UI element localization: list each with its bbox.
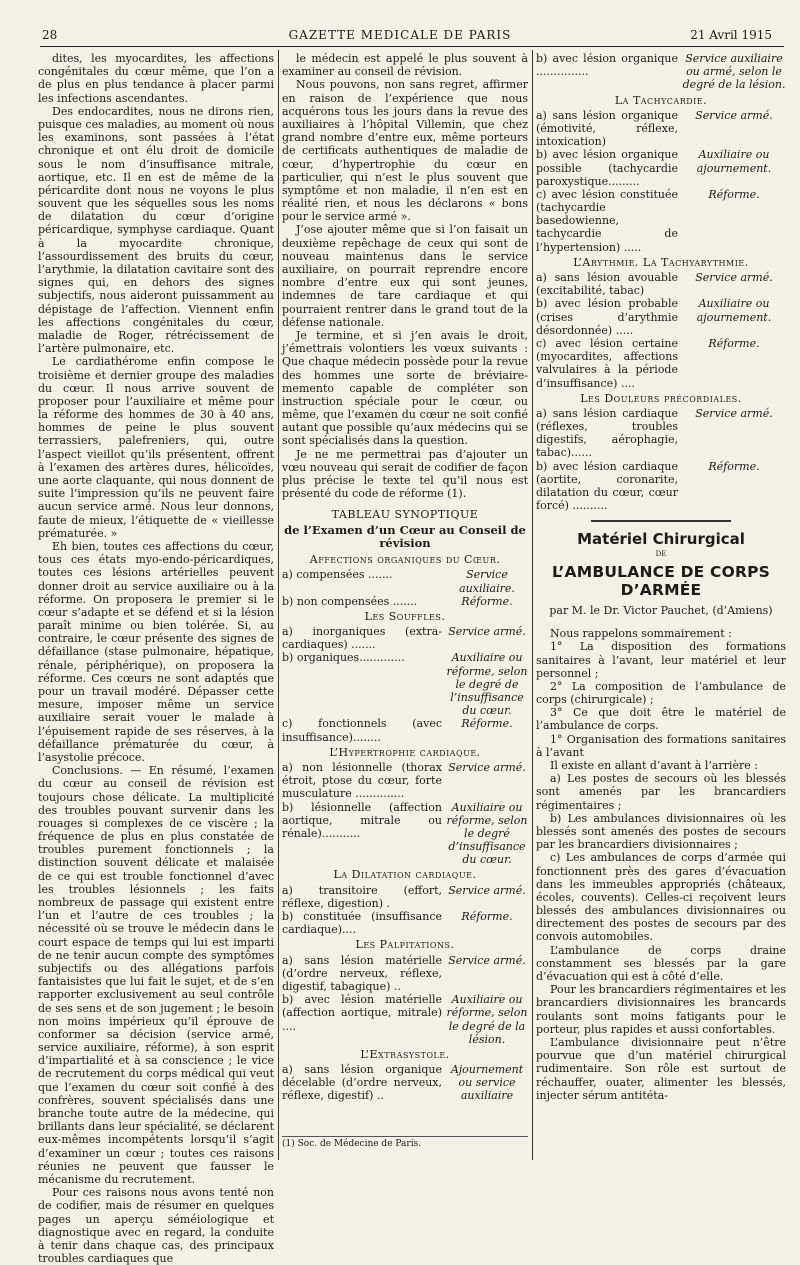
table-continuation (536, 52, 786, 92)
section-heading: Les Souffles. (364, 609, 446, 623)
table-row (282, 801, 528, 867)
paragraph: Je ne me permettrai pas d’ajouter un vœu nouveau qui serait de codifier de façon plus précise le texte tel qu’il nous est présenté du code de réforme (1). (282, 447, 528, 501)
paragraph: dites, les myocardites, les affections congénitales du cœur même, que l’on a de plus en plus tendance à placer parmi les infections ascendantes. (38, 52, 274, 105)
synoptic-table-continued (536, 94, 786, 513)
row-decision: Service armé. (448, 883, 526, 897)
row-decision: Auxiliaire ou réforme, selon le degré de la lésion. (446, 993, 528, 1046)
row-condition: a) transitoire (effort, réflexe, digestion) . (282, 883, 442, 910)
row-decision: Service armé. (448, 953, 526, 967)
row-condition: b) avec lésion probable (crises d’arythmie désordonnée) ..... (536, 297, 678, 337)
section-heading: L’Extrasystole. (360, 1047, 450, 1061)
section-heading: L’Hypertrophie cardiaque. (329, 745, 481, 759)
paragraph: 1° Organisation des formations sanitaires à l’avant (536, 732, 786, 759)
row-condition: b) constituée (insuffisance cardiaque).... (282, 910, 442, 937)
column-2-text (282, 52, 528, 500)
article-title-de: DE (655, 550, 667, 559)
table-subtitle: de l’Examen d’un Cœur au Conseil de révision (284, 522, 526, 551)
paragraph: L’ambulance de corps draine constamment ses blessés par la gare d’évacuation qui est à côté d’elle. (536, 943, 786, 984)
row-decision: Réforme. (708, 336, 760, 350)
paragraph: L’ambulance divisionnaire peut n’être pourvue que d’un matériel chirurgical rudimentaire. Son rôle est surtout de réchauffer, ouater, alimenter les blessés, injecter sérum antitéta- (536, 1035, 786, 1102)
row-condition: a) non lésionnelle (thorax étroit, ptose du cœur, forte musculature .............. (282, 760, 442, 801)
paragraph: Je termine, et si j’en avais le droit, j’émettrais volontiers les vœux suivants : Que chaque médecin possède pour la revue des hommes une sorte de bréviaire-memento capable de compléter son instruction spéciale pour le cœur, ou même, que l’examen du cœur ne soit confié autant que possible qu’aux médecins qui se sont spécialisés dans la question. (282, 328, 528, 448)
row-decision: Service armé. (695, 406, 773, 420)
synoptic-table (282, 553, 528, 1103)
table-row (282, 954, 528, 994)
row-condition: b) avec lésion cardiaque (aortite, coronarite, dilatation du cœur, cœur forcé) .......... (536, 459, 678, 513)
row-condition: b) non compensées ....... (282, 594, 418, 608)
paragraph: le médecin est appelé le plus souvent à examiner au conseil de révision. (282, 52, 528, 79)
row-condition: b) lésionnelle (affection aortique, mitrale ou rénale)........... (282, 800, 442, 840)
row-condition: c) fonctionnels (avec insuffisance)........ (282, 717, 442, 744)
table-row (282, 884, 528, 910)
section-heading: Les Douleurs précordiales. (580, 391, 742, 405)
row-decision: Réforme. (461, 594, 513, 608)
row-condition: c) avec lésion constituée (tachycardie basedowienne, tachycardie de l’hypertension) ..... (536, 187, 678, 254)
header-rule (40, 46, 784, 47)
table-row (282, 717, 528, 743)
table-row (282, 625, 528, 651)
row-decision: Service armé. (695, 271, 773, 284)
section-heading: Les Palpitations. (355, 938, 455, 952)
row-condition: a) inorganiques (extra-cardiaques) ....... (282, 625, 442, 652)
row-decision: Service auxiliaire. (459, 568, 515, 595)
page-header (0, 0, 800, 42)
table-row (536, 337, 786, 390)
row-condition: a) sans lésion organique (émotivité, réflexe, intoxication) (536, 108, 678, 149)
issue-date: 21 Avril 1915 (690, 28, 772, 42)
table-title: TABLEAU SYNOPTIQUE (331, 508, 479, 522)
table-row (282, 993, 528, 1046)
table-row (536, 271, 786, 297)
paragraph: a) Les postes de secours où les blessés sont amenés par les brancardiers régimentaires ; (536, 772, 786, 812)
paragraph: Nous rappelons sommairement : (550, 627, 732, 641)
paragraph: 1° La disposition des formations sanitaires à l’avant, leur matériel et leur personnel ; (536, 640, 786, 680)
row-condition: b) avec lésion organique possible (tachycardie paroxystique......... (536, 148, 678, 188)
table-row (282, 910, 528, 936)
row-decision: Auxiliaire ou ajournement. (696, 297, 772, 324)
row-decision: Auxiliaire ou ajournement. (696, 148, 772, 175)
row-decision: Service armé. (695, 108, 773, 122)
row-decision: Réforme. (708, 459, 760, 473)
column-2 (282, 52, 528, 1158)
paragraph: Conclusions. — En résumé, l’examen du cœur au conseil de révision est toujours chose délicate. La multiplicité des troubles pouvant survenir dans les rouages si complexes de ce viscère ; la fréquence de plus en plus constatée de troubles purement fonctionnels ; la distinction souvent délicate et malaisée de ce qui est trouble fonctionnel d’avec les troubles lésionnels ; les faits nombreux de passage qui existent entre l’un et l’autre de ces troubles ; la nécessité où se trouve le médecin dans le court espace de temps qui lui est imparti de ne tenir aucun compte des symptômes subjectifs ou des allégations parfois fantaisistes que lui fait le sujet, et de s’en rapporter exclusivement au seul contrôle de ses sens et de son jugement ; le besoin non moins impérieux qu’il éprouve de conformer sa décision (service armé, service auxiliaire, réforme), à son esprit d’impartialité et à sa conscience ; le vice de recrutement du corps médical qui veut que l’examen du cœur soit confié à des confrères, souvent spécialisés dans une branche toute autre de la médecine, qui brillants dans leur spécialité, se déclarent eux-mêmes incompétents lorsqu’il s’agit d’examiner un cœur ; toutes ces raisons réunies ne peuvent que fausser le mécanisme du recrutement. (38, 764, 274, 1186)
table-row (282, 761, 528, 801)
article-body (536, 627, 786, 1102)
article-title: Matériel Chirurgical (577, 530, 745, 549)
paragraph: 3° Ce que doit être le matériel de l’ambulance de corps. (536, 706, 786, 733)
section-heading: La Tachycardie. (614, 93, 708, 107)
row-decision: Réforme. (708, 187, 760, 201)
row-decision: Ajournement ou service auxiliaire (450, 1063, 524, 1103)
article-headline: L’AMBULANCE DE CORPS D’ARMÉE (551, 562, 771, 600)
row-condition: c) avec lésion certaine (myocardites, affections valvulaires à la période d’insuffisance) .... (536, 336, 678, 390)
page-number: 28 (42, 28, 58, 42)
paragraph: 2° La composition de l’ambulance de corps (chirurgicale) ; (536, 679, 786, 707)
row-condition: a) sans lésion organique décelable (d’ordre nerveux, réflexe, digestif) .. (282, 1063, 442, 1103)
section-rule (591, 520, 731, 522)
section-heading: La Dilatation cardiaque. (333, 868, 477, 882)
row-decision: Réforme. (461, 910, 513, 924)
table-row (536, 109, 786, 149)
footnote: (1) Soc. de Médecine de Paris. (282, 1136, 528, 1150)
column-1 (38, 52, 274, 1265)
row-condition: b) avec lésion organique ............... (536, 52, 678, 79)
table-row (536, 407, 786, 460)
paragraph: Des endocardites, nous ne dirons rien, puisque ces maladies, au moment où nous les examinons, sont passées à l’état chronique et ont élu droit de domicile sous le nom d’insuffisance mitrale, aortique, etc. Il en est de même de la péricardite dont nous ne voyons le plus souvent que les séquelles sous les noms de dilatation du cœur d’origine péricardique, symphyse cardiaque. Quant à la myocardite chronique, l’assourdissement des bruits du cœur, l’arythmie, la dilatation cavitaire sont des signes qui, en dehors des signes subjectifs, nous aideront puissamment au dépistage de l’affection. Viennent enfin les affections congénitales du cœur, maladie de Roger, rétrécissement de l’artère pulmonaire, etc. (38, 104, 274, 356)
row-decision: Service armé. (448, 625, 526, 639)
table-row (282, 651, 528, 717)
paragraph: Le cardiathérome enfin compose le troisième et dernier groupe des maladies du cœur. Il nous arrive souvent de proposer pour l’auxiliaire et même pour la réforme des hommes de 30 à 40 ans, hommes de peine le plus souvent terrassiers, palefreniers, qui, outre l’aspect vieillot qu’ils présentent, offrent à l’examen des artères dures, hélicoïdes, une aorte claquante, qui nous donnent de suite l’impression qu’ils ne peuvent faire aucun service armé. Nous leur donnons, faute de mieux, l’étiquette de « vieillesse prématurée. » (38, 355, 274, 540)
row-condition: a) sans lésion matérielle (d’ordre nerveux, réflexe, digestif, tabagique) .. (282, 953, 442, 993)
paragraph: Pour les brancardiers régimentaires et les brancardiers divisionnaires les brancards roulants sont moins fatigants pour le porteur, plus rapides et aussi confortables. (536, 983, 786, 1036)
table-row (282, 568, 528, 594)
column-divider (278, 50, 279, 1160)
row-decision: Service armé. (448, 760, 526, 774)
paragraph: J’ose ajouter même que si l’on faisait un deuxième repêchage de ceux qui sont de nouveau maintenus dans le service auxiliaire, on pourrait reprendre encore nombre d’entre eux qui sont jeunes, indemnes de tare cardiaque et qui pourraient rentrer dans le grand tout de la défense nationale. (282, 223, 528, 329)
table-row (536, 460, 786, 513)
paragraph: Nous pouvons, non sans regret, affirmer en raison de l’expérience que nous acquérons tous les jours dans la revue des auxiliaires à l’hôpital Villemin, que chez grand nombre d’entre eux, même porteurs de certificats authentiques de maladie de cœur, d’hypertrophie du cœur en particulier, qui n’est le plus souvent que symptôme et non maladie, il n’en est en réalité rien, et nous les déclarons « bons pour le service armé ». (282, 78, 528, 224)
table-row (282, 1063, 528, 1103)
table-row (536, 297, 786, 337)
table-row (536, 52, 786, 92)
article-byline: par M. le Dr. Victor Pauchet, (d’Amiens) (549, 603, 773, 617)
row-condition: b) organiques............. (282, 651, 405, 665)
paragraph: Eh bien, toutes ces affections du cœur, tous ces états myo-endo-péricardiques, toutes ces lésions artérielles peuvent donner droit au service auxiliaire ou à la réforme. On proposera le premier si le cœur s’adapte et se défend et si la lésion paraît minime ou bien tolérée. Si, au contraire, le cœur présente des signes de défaillance (stase pulmonaire, hépatique, rénale, périphérique), on proposera la réforme. Ces cœurs ne sont adaptés que pour un travail modéré. Dépasser cette mesure, imposer même un service auxiliaire serait vouer le malade à l’épuisement rapide de ses réserves, à la défaillance prématurée du cœur, à l’asystolie précoce. (38, 539, 274, 764)
row-decision: Réforme. (461, 717, 513, 731)
table-row (536, 188, 786, 254)
paragraph: c) Les ambulances de corps d’armée qui fonctionnent près des gares d’évacuation dans les immeubles appropriés (châteaux, écoles, couvents). Celles-ci reçoivent leurs blessés des ambulances divisionnaires ou directement des postes de secours par des convois automobiles. (536, 851, 786, 944)
row-condition: a) sans lésion avouable (excitabilité, tabac) (536, 271, 678, 298)
paragraph: Il existe en allant d’avant à l’arrière : (550, 759, 758, 773)
section-heading: Affections organiques du Cœur. (309, 553, 501, 567)
row-decision: Service auxiliaire ou armé, selon le degré de la lésion. (682, 52, 786, 92)
column-divider (532, 50, 533, 1160)
paragraph: b) Les ambulances divisionnaires où les blessés sont amenés des postes de secours par les brancardiers divisionnaires ; (536, 811, 786, 852)
row-decision: Auxiliaire ou réforme, selon le degré de l’insuffisance du cœur. (446, 651, 528, 718)
row-decision: Auxiliaire ou réforme, selon le degré d’insuffisance du cœur. (446, 800, 528, 867)
table-row (536, 148, 786, 188)
paragraph: Pour ces raisons nous avons tenté non de codifier, mais de résumer en quelques pages un aperçu séméiologique et diagnostique avec en regard, la conduite à tenir dans chaque cas, des principaux troubles cardiaques que (38, 1186, 274, 1265)
row-condition: a) sans lésion cardiaque (réflexes, troubles digestifs, aérophagie, tabac)...... (536, 406, 678, 460)
row-condition: b) avec lésion matérielle (affection aortique, mitrale) .... (282, 993, 442, 1033)
journal-title: GAZETTE MEDICALE DE PARIS (288, 28, 512, 42)
section-heading: L’Arythmie. La Tachyarythmie. (573, 255, 749, 269)
column-3 (536, 52, 786, 1158)
row-condition: a) compensées ....... (282, 568, 393, 582)
table-row (282, 595, 528, 608)
